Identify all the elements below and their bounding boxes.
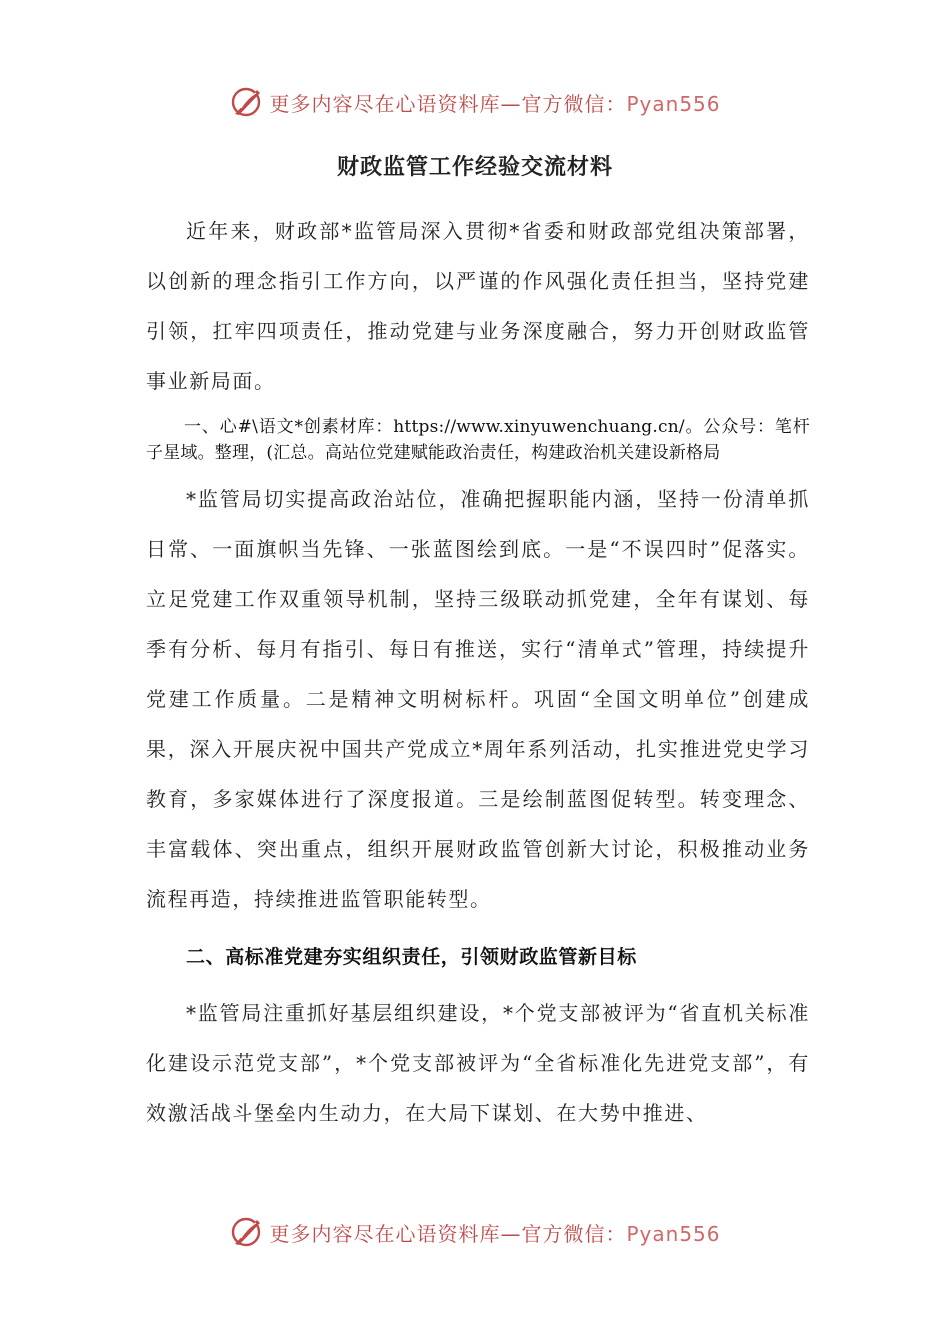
watermark-text xyxy=(269,1218,720,1247)
watermark-handle: Pyan556 xyxy=(626,91,721,116)
intro-paragraph: 近年来，财政部*监管局深入贯彻*省委和财政部党组决策部署，以创新的理念指引工作方向，以严谨的作风强化责任担当，坚持党建引领，扛牢四项责任，推动党建与业务深度融合，努力开创财政监管事业新局面。 xyxy=(146,219,810,393)
section-2-heading: 二、高标准党建夯实组织责任，引领财政监管新目标 xyxy=(186,946,637,968)
header-watermark xyxy=(0,80,950,124)
document-title: 财政监管工作经验交流材料 xyxy=(336,155,613,180)
section-1-paragraph: *监管局切实提高政治站位，准确把握职能内涵，坚持一份清单抓日常、一面旗帜当先锋、一张蓝图绘到底。一是“不误四时”促落实。立足党建工作双重领导机制，坚持三级联动抓党建，全年有谋划、每季有分析、每月有指引、每日有推送，实行“清单式”管理，持续提升党建工作质量。二是精神文明树标杆。巩固“全国文明单位”创建成果，深入开展庆祝中国共产党成立*周年系列活动，扎实推进党史学习教育，多家媒体进行了深度报道。三是绘制蓝图促转型。转变理念、丰富载体、突出重点，组织开展财政监管创新大讨论，积极推动业务流程再造，持续推进监管职能转型。 xyxy=(146,487,810,911)
section-1-heading: 一、心#\语文*创素材库：https://www.xinyuwenchuang.cn/。公众号：笔杆子星域。整理，(汇总。高站位党建赋能政治责任，构建政治机关建设新格局 xyxy=(146,417,810,463)
quill-pen-logo-icon xyxy=(229,1214,265,1250)
watermark-handle: Pyan556 xyxy=(626,1221,721,1246)
quill-pen-logo-icon xyxy=(229,84,265,120)
section-2-paragraph: *监管局注重抓好基层组织建设，*个党支部被评为“省直机关标准化建设示范党支部”，*个党支部被评为“全省标准化先进党支部”，有效激活战斗堡垒内生动力，在大局下谋划、在大势中推进、 xyxy=(146,1001,810,1125)
watermark-text xyxy=(269,88,720,117)
watermark-label: 更多内容尽在心语资料库—官方微信： xyxy=(269,1221,627,1246)
document-body xyxy=(146,206,810,1138)
footer-watermark xyxy=(0,1210,950,1254)
watermark-label: 更多内容尽在心语资料库—官方微信： xyxy=(269,91,627,116)
